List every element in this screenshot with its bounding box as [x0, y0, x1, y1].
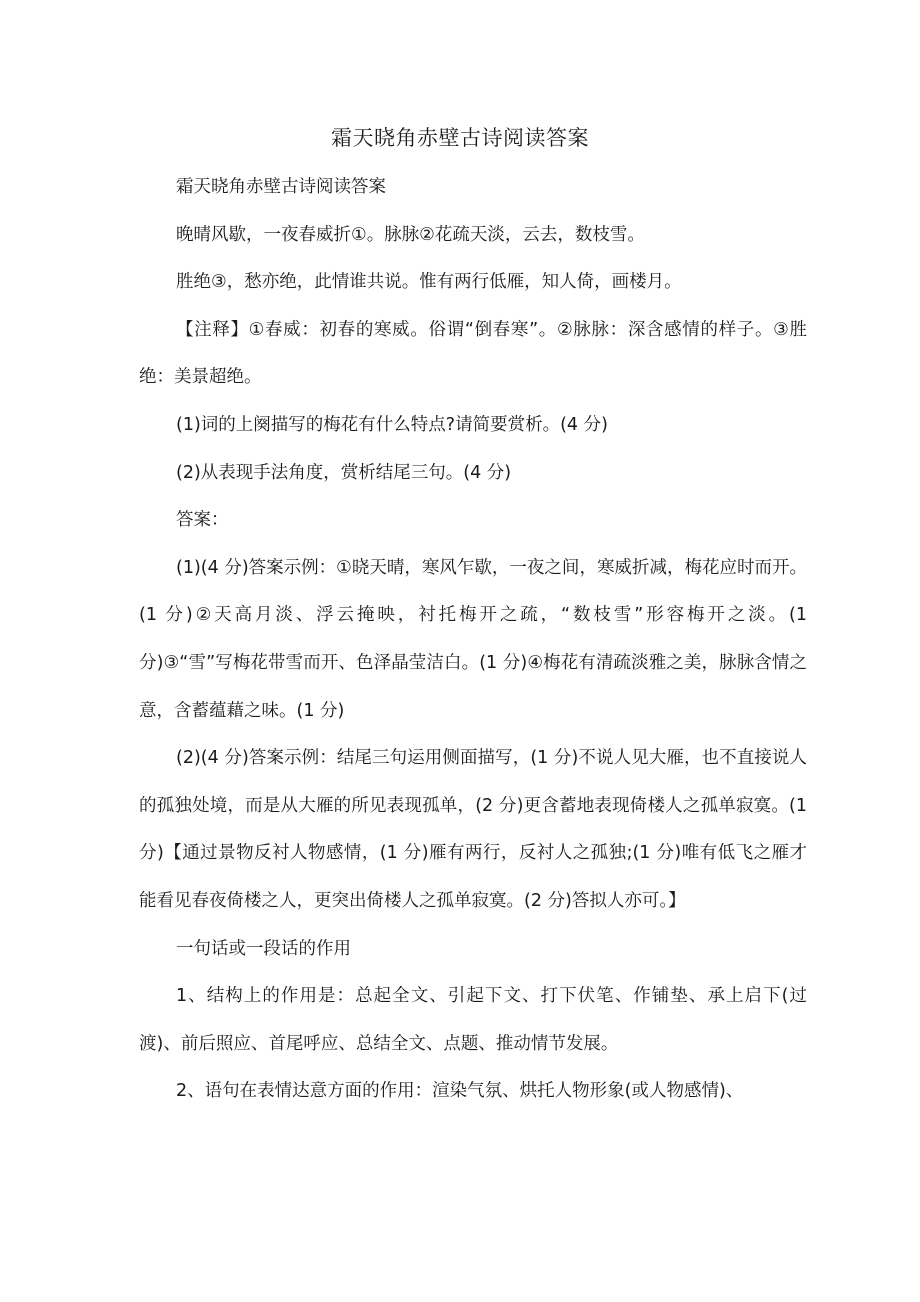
annotation-paragraph: 【注释】①春威：初春的寒威。俗谓“倒春寒”。②脉脉：深含感情的样子。③胜绝：美景超绝。 — [139, 319, 807, 388]
document-title: 霜天晓角赤壁古诗阅读答案 — [331, 126, 589, 150]
point-1: 1、结构上的作用是：总起全文、引起下文、打下伏笔、作铺垫、承上启下(过渡)、前后照应、首尾呼应、总结全文、点题、推动情节发展。 — [139, 986, 807, 1054]
poem-line-1: 晚晴风歇，一夜春威折①。脉脉②花疏天淡，云去，数枝雪。 — [176, 224, 645, 245]
point-2: 2、语句在表情达意方面的作用：渲染气氛、烘托人物形象(或人物感情)、 — [176, 1081, 744, 1102]
question-1: (1)词的上阕描写的梅花有什么特点?请简要赏析。(4 分) — [176, 414, 608, 435]
answer-heading: 答案： — [176, 510, 229, 531]
document-body — [139, 164, 807, 1116]
poem-line-2: 胜绝③，愁亦绝，此情谁共说。惟有两行低雁，知人倚，画楼月。 — [176, 272, 682, 293]
question-2: (2)从表现手法角度，赏析结尾三句。(4 分) — [176, 462, 512, 483]
answer-2: (2)(4 分)答案示例：结尾三句运用侧面描写，(1 分)不说人见大雁，也不直接说人的孤独处境，而是从大雁的所见表现孤单，(2 分)更含蓄地表现倚楼人之孤单寂寞。(1 分)【通过景物反衬人物感情，(1 分)雁有两行，反衬人之孤独;(1 分)唯有低飞之雁才能看见春夜倚楼之人，更突出倚楼人之孤单寂寞。(2 分)答拟人亦可。】 — [139, 748, 807, 911]
answer-1: (1)(4 分)答案示例：①晓天晴，寒风乍歇，一夜之间，寒威折减，梅花应时而开。(1 分)②天高月淡、浮云掩映，衬托梅开之疏，“数枝雪”形容梅开之淡。(1 分)③“雪”写梅花带雪而开、色泽晶莹洁白。(1 分)④梅花有清疏淡雅之美，脉脉含情之意，含蓄蕴藉之味。(1 分) — [139, 557, 807, 721]
section-heading: 一句话或一段话的作用 — [176, 938, 351, 959]
paragraph-subtitle: 霜天晓角赤壁古诗阅读答案 — [176, 177, 386, 197]
